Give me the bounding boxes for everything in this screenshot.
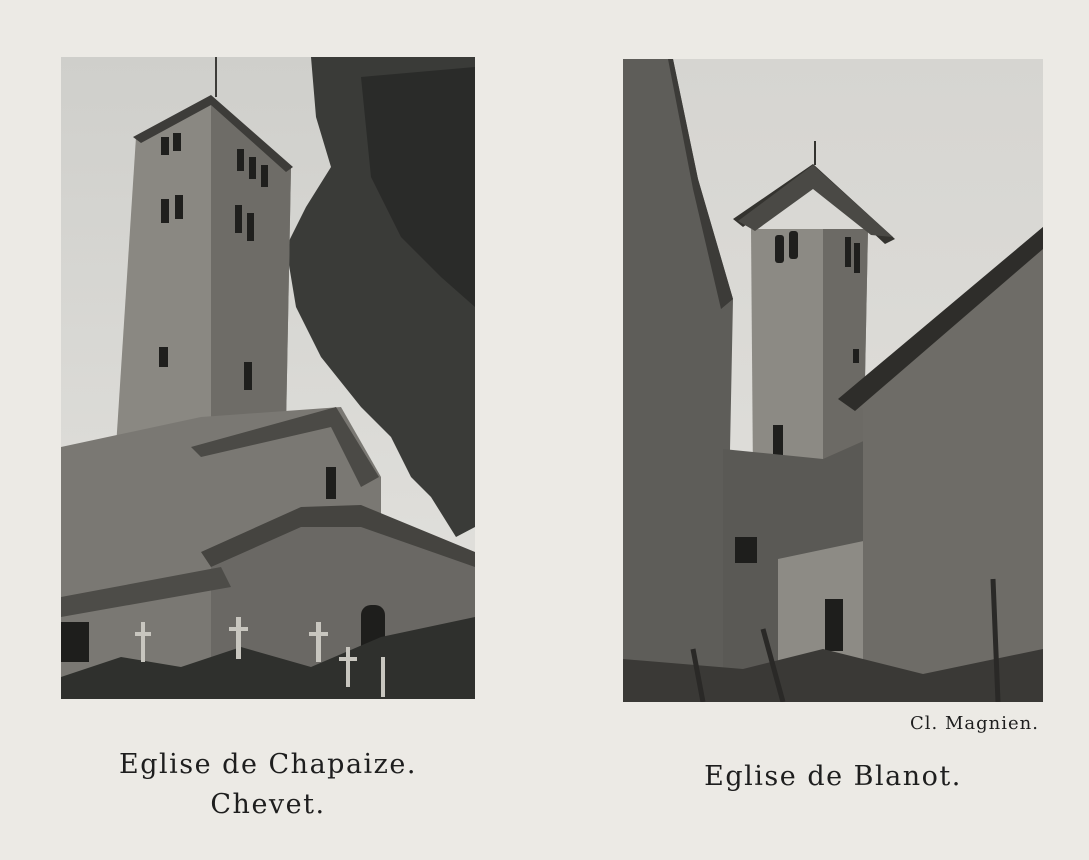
photo-eglise-blanot [623, 59, 1043, 702]
caption-subtitle: Chevet. [210, 789, 326, 820]
photo-eglise-chapaize [61, 57, 475, 699]
caption-title: Eglise de Blanot. [704, 761, 962, 792]
caption-title: Eglise de Chapaize. [119, 749, 417, 780]
caption-blanot [623, 757, 1043, 797]
caption-chapaize [61, 745, 475, 825]
photo-credit: Cl. Magnien. [910, 713, 1039, 734]
